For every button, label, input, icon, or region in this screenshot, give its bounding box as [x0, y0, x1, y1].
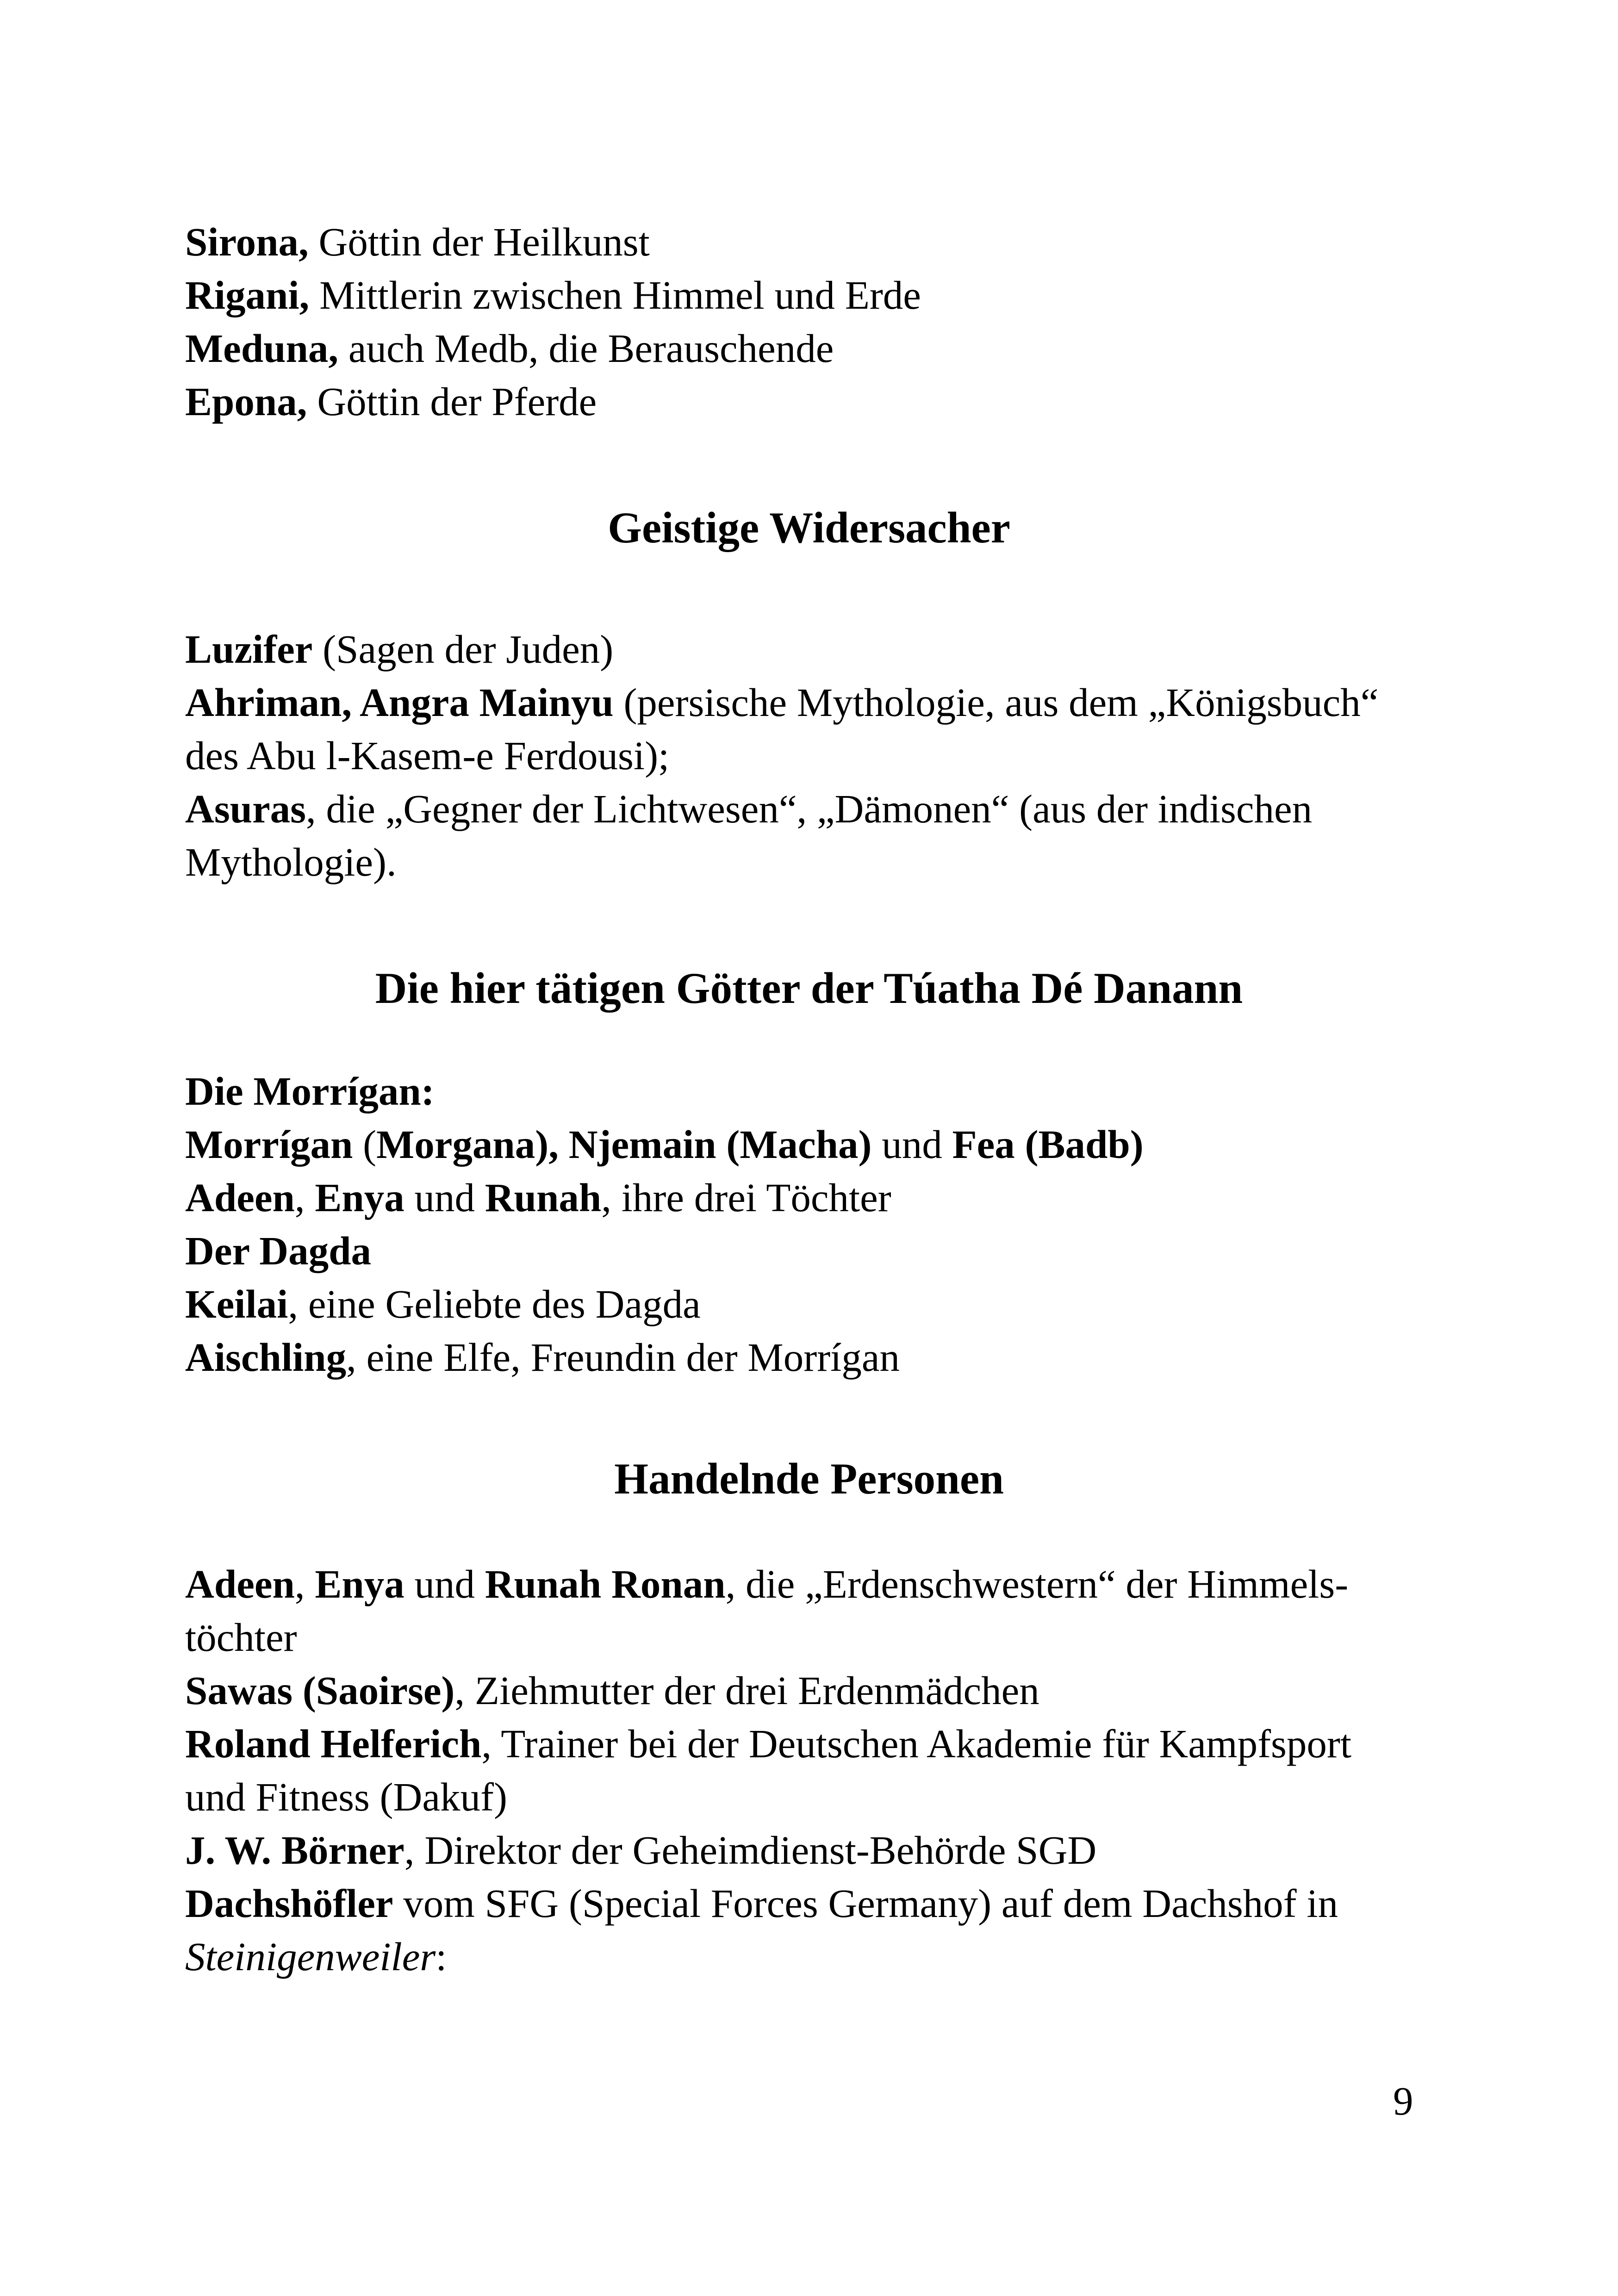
list-item-continuation [185, 1930, 1444, 1983]
entry-text: , die „Erdenschwestern“ der Himmels- [725, 1562, 1349, 1606]
entry-text: ( [353, 1122, 377, 1167]
heading-persons: Handelnde Personen [614, 1454, 1004, 1503]
entry-name: Luzifer [185, 627, 313, 672]
list-item [185, 1331, 1444, 1384]
entry-name: Adeen [185, 1175, 295, 1220]
entry-text: , [294, 1175, 315, 1220]
entry-name: Sirona, [185, 219, 309, 264]
page-number: 9 [1393, 2078, 1413, 2123]
list-item [185, 1064, 1444, 1118]
entry-description: auch Medb, die Berauschende [338, 326, 834, 371]
entry-text: und [404, 1562, 485, 1606]
entry-description: , Trainer bei der Deutschen Akademie für Kampfsport [481, 1721, 1352, 1766]
entry-description: (persische Mythologie, aus dem „Königsbuch“ [613, 680, 1379, 725]
list-item [185, 215, 1444, 268]
entry-description: Göttin der Heilkunst [308, 219, 650, 264]
entry-name: Sawas (Saoirse) [185, 1668, 455, 1713]
entry-description: , die „Gegner der Lichtwesen“, „Dämonen“ (aus der indischen [306, 786, 1313, 831]
entry-name: Rigani, [185, 273, 310, 317]
entry-name: Morgana), Njemain (Macha) [376, 1122, 872, 1167]
list-item [185, 322, 1444, 375]
entry-description: , eine Geliebte des Dagda [288, 1282, 701, 1326]
entry-text: , ihre drei Töchter [601, 1175, 891, 1220]
list-item [185, 1877, 1444, 1930]
entry-name: Roland Helferich [185, 1721, 482, 1766]
entry-text: und [871, 1122, 952, 1167]
entry-name: Asuras [185, 786, 306, 831]
entry-text: und [404, 1175, 485, 1220]
entry-description: Göttin der Pferde [307, 379, 597, 424]
entry-name: Fea (Badb) [952, 1122, 1144, 1167]
list-item [185, 1277, 1444, 1331]
adversaries-list [185, 622, 1444, 889]
entry-name: Keilai [185, 1282, 288, 1326]
list-item [185, 1823, 1444, 1877]
list-item [185, 268, 1444, 322]
entry-name: Der Dagda [185, 1228, 371, 1273]
entry-name: Ahriman, Angra Mainyu [185, 680, 614, 725]
entry-description: , eine Elfe, Freundin der Morrígan [346, 1335, 900, 1380]
list-item [185, 1118, 1444, 1171]
entry-description: vom SFG (Special Forces Germany) auf dem Dachshof in [393, 1881, 1338, 1926]
entry-name: Adeen [185, 1562, 295, 1606]
list-item [185, 1224, 1444, 1277]
list-item-continuation: und Fitness (Dakuf) [185, 1774, 507, 1819]
list-item-continuation: Mythologie). [185, 840, 397, 884]
heading-gods: Die hier tätigen Götter der Túatha Dé Danann [375, 964, 1243, 1013]
list-item-continuation: des Abu l-Kasem-e Ferdousi); [185, 733, 670, 778]
entry-name: Runah Ronan [485, 1562, 726, 1606]
entry-name: Enya [315, 1175, 404, 1220]
entry-description: , Direktor der Geheimdienst-Behörde SGD [404, 1828, 1097, 1873]
entry-description: Mittlerin zwischen Himmel und Erde [309, 273, 921, 317]
entry-name: Dachshöfler [185, 1881, 393, 1926]
list-item-continuation: töchter [185, 1615, 297, 1660]
entry-name: J. W. Börner [185, 1828, 404, 1873]
entry-text: , [294, 1562, 315, 1606]
list-item [185, 782, 1444, 835]
persons-list [185, 1557, 1444, 1983]
entry-name: Epona, [185, 379, 307, 424]
entry-description: (Sagen der Juden) [312, 627, 614, 672]
list-item [185, 676, 1444, 729]
entry-text: : [436, 1934, 447, 1979]
entry-name: Morrígan [185, 1122, 353, 1167]
place-name: Steinigenweiler [185, 1934, 436, 1979]
list-item [185, 1171, 1444, 1224]
list-item [185, 1557, 1444, 1611]
entry-name: Meduna, [185, 326, 339, 371]
list-item [185, 1664, 1444, 1717]
entry-description: , Ziehmutter der drei Erdenmädchen [454, 1668, 1039, 1713]
goddesses-list [185, 215, 1444, 428]
entry-name: Aischling [185, 1335, 347, 1380]
list-item [185, 1717, 1444, 1770]
heading-adversaries: Geistige Widersacher [608, 503, 1010, 552]
entry-name: Runah [485, 1175, 602, 1220]
entry-name: Enya [315, 1562, 404, 1606]
entry-name: Die Morrígan: [185, 1069, 435, 1114]
gods-list [185, 1064, 1444, 1384]
list-item [185, 375, 1444, 428]
list-item [185, 622, 1444, 676]
